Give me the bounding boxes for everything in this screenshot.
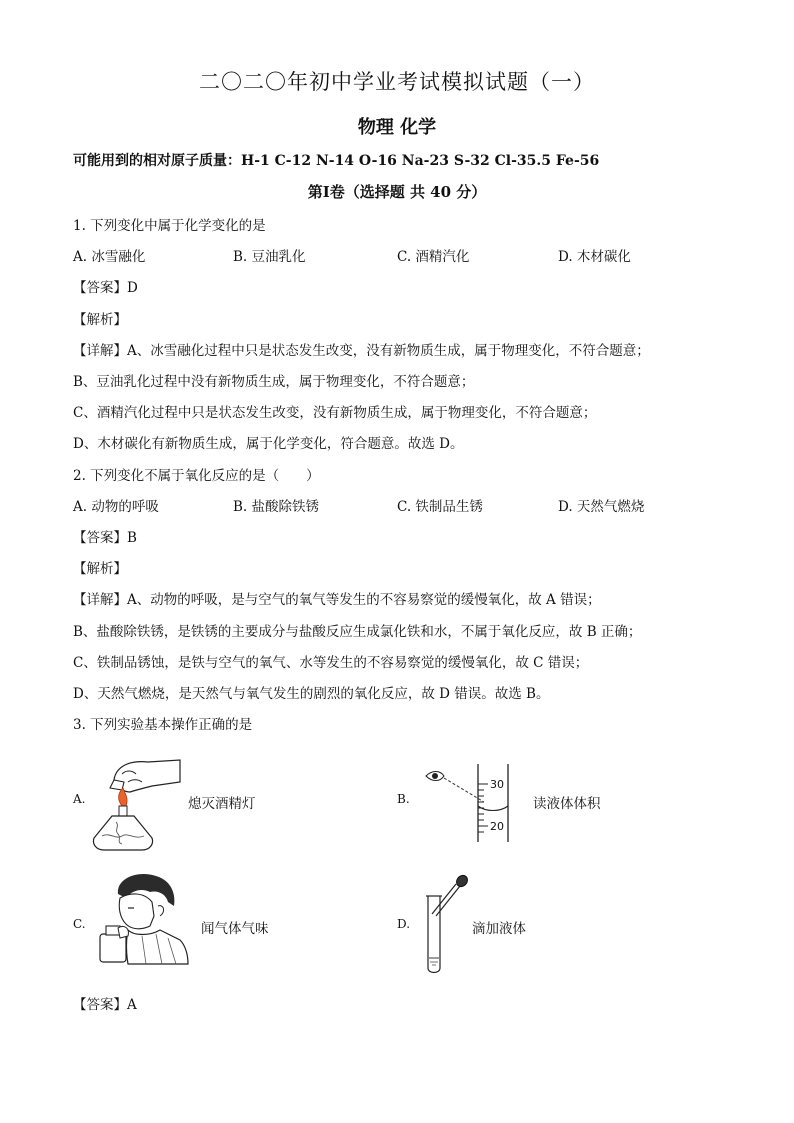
q2-option-b: B. 盐酸除铁锈 [233,499,320,515]
q3-option-d-label: D. [397,917,411,931]
q3-option-d-caption: 滴加液体 [472,921,526,937]
q2-detail-line: 【详解】A、动物的呼吸，是与空气的氧气等发生的不容易察觉的缓慢氧化，故 A 错误； [73,592,601,608]
q3-option-c-caption: 闻气体气味 [201,921,269,937]
q1-analysis: 【解析】 [73,312,127,328]
q3-option-b-caption: 读液体体积 [533,796,601,812]
section-heading: 第Ⅰ卷（选择题 共 40 分） [307,183,487,201]
q2-stem: 2. 下列变化不属于氧化反应的是（ ） [73,468,320,484]
exam-title: 二〇二〇年初中学业考试模拟试题（一） [199,70,595,94]
dropper-figure [418,874,472,978]
q3-answer: 【答案】A [73,997,137,1013]
q3-option-a-label: A. [73,792,86,806]
smelling-gas-figure [98,872,194,964]
atomic-mass-note: 可能用到的相对原子质量：H-1 C-12 N-14 O-16 Na-23 S-32 Cl-35.5 Fe-56 [73,153,600,169]
q2-answer: 【答案】B [73,530,137,546]
q3-option-a-caption: 熄灭酒精灯 [188,796,256,812]
cylinder-mark-30: 30 [490,778,504,791]
q2-detail-line: B、盐酸除铁锈，是铁锈的主要成分与盐酸反应生成氯化铁和水，不属于氧化反应，故 B 正确； [73,624,642,640]
q1-answer: 【答案】D [73,280,138,296]
graduated-cylinder-figure [424,762,514,846]
q1-option-a: A. 冰雪融化 [73,249,146,265]
q1-detail-line: D、木材碳化有新物质生成，属于化学变化，符合题意。故选 D。 [73,436,464,452]
q1-detail-line: 【详解】A、冰雪融化过程中只是状态发生改变，没有新物质生成，属于物理变化，不符合题意； [73,343,650,359]
q2-option-d: D. 天然气燃烧 [558,499,645,515]
cylinder-mark-20: 20 [490,820,504,833]
alcohol-lamp-figure [92,752,182,856]
q3-option-c-label: C. [73,917,86,931]
q2-detail-line: C、铁制品锈蚀，是铁与空气的氧气、水等发生的不容易察觉的缓慢氧化，故 C 错误； [73,655,589,671]
q3-option-b-label: B. [397,792,410,806]
q1-stem: 1. 下列变化中属于化学变化的是 [73,218,266,234]
q3-stem: 3. 下列实验基本操作正确的是 [73,717,253,733]
q2-analysis: 【解析】 [73,561,127,577]
q1-detail-line: C、酒精汽化过程中只是状态发生改变，没有新物质生成，属于物理变化，不符合题意； [73,405,597,421]
q1-option-c: C. 酒精汽化 [397,249,470,265]
q2-detail-line: D、天然气燃烧，是天然气与氧气发生的剧烈的氧化反应，故 D 错误。故选 B。 [73,686,550,702]
exam-subject: 物理 化学 [357,117,437,138]
q2-option-c: C. 铁制品生锈 [397,499,483,515]
q1-detail-line: B、豆油乳化过程中没有新物质生成，属于物理变化，不符合题意； [73,374,475,390]
q2-option-a: A. 动物的呼吸 [73,499,159,515]
q1-option-b: B. 豆油乳化 [233,249,306,265]
q1-option-d: D. 木材碳化 [558,249,631,265]
